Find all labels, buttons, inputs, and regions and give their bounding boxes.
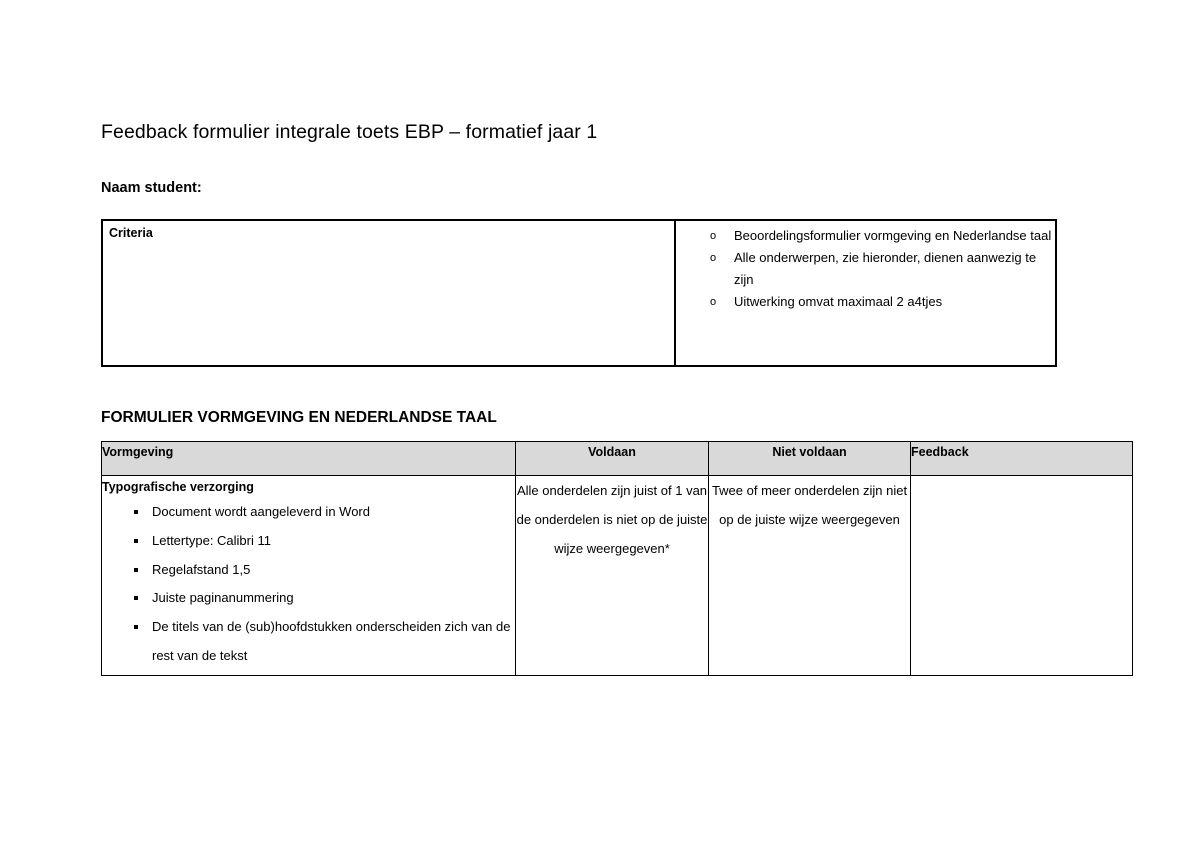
requirement-text: Juiste paginanummering xyxy=(152,590,294,606)
header-vormgeving: Vormgeving xyxy=(102,442,516,476)
square-bullet-icon xyxy=(134,539,138,543)
page-title: Feedback formulier integrale toets EBP – formatief jaar 1 xyxy=(101,121,598,143)
criteria-list-cell xyxy=(675,220,1056,366)
row-subhead: Typografische verzorging xyxy=(102,480,254,494)
criteria-list xyxy=(676,221,1055,313)
requirement-item xyxy=(124,498,515,527)
requirement-item xyxy=(124,613,515,671)
criteria-table xyxy=(101,219,1057,367)
vormgeving-cell xyxy=(102,476,516,676)
criteria-item xyxy=(710,291,1055,313)
voldaan-cell: Alle onderdelen zijn juist of 1 van de onderdelen is niet op de juiste wijze weergegeven* xyxy=(516,476,709,676)
requirement-text: Lettertype: Calibri 11 xyxy=(152,532,271,548)
circle-bullet-icon: o xyxy=(710,296,717,308)
requirement-text: Regelafstand 1,5 xyxy=(152,561,251,577)
feedback-cell[interactable] xyxy=(911,476,1133,676)
table-row xyxy=(102,476,1133,676)
square-bullet-icon xyxy=(134,568,138,572)
assessment-form-table xyxy=(101,441,1133,676)
criteria-item-text: Uitwerking omvat maximaal 2 a4tjes xyxy=(734,294,943,309)
criteria-item-text: Alle onderwerpen, zie hieronder, dienen aanwezig te zijn xyxy=(734,250,1037,287)
niet-voldaan-cell: Twee of meer onderdelen zijn niet op de juiste wijze weergegeven xyxy=(709,476,911,676)
requirement-text: De titels van de (sub)hoofdstukken onderscheiden zich van de rest van de tekst xyxy=(152,619,511,663)
table-header-row xyxy=(102,442,1133,476)
header-niet-voldaan: Niet voldaan xyxy=(709,442,911,476)
form-section-heading: FORMULIER VORMGEVING EN NEDERLANDSE TAAL xyxy=(101,409,497,426)
circle-bullet-icon: o xyxy=(710,252,717,264)
square-bullet-icon xyxy=(134,510,138,514)
header-voldaan: Voldaan xyxy=(516,442,709,476)
requirements-list xyxy=(102,498,515,671)
criteria-item xyxy=(710,225,1055,247)
square-bullet-icon xyxy=(134,625,138,629)
criteria-item xyxy=(710,247,1055,291)
criteria-item-text: Beoordelingsformulier vormgeving en Nederlandse taal xyxy=(734,228,1052,243)
requirement-item xyxy=(124,527,515,556)
requirement-text: Document wordt aangeleverd in Word xyxy=(152,504,370,519)
student-name-label: Naam student: xyxy=(101,180,202,196)
criteria-label-cell xyxy=(102,220,675,366)
requirement-item xyxy=(124,584,515,613)
requirement-item xyxy=(124,556,515,585)
square-bullet-icon xyxy=(134,596,138,600)
circle-bullet-icon: o xyxy=(710,230,717,242)
criteria-label: Criteria xyxy=(109,226,153,240)
header-feedback: Feedback xyxy=(911,442,1133,476)
